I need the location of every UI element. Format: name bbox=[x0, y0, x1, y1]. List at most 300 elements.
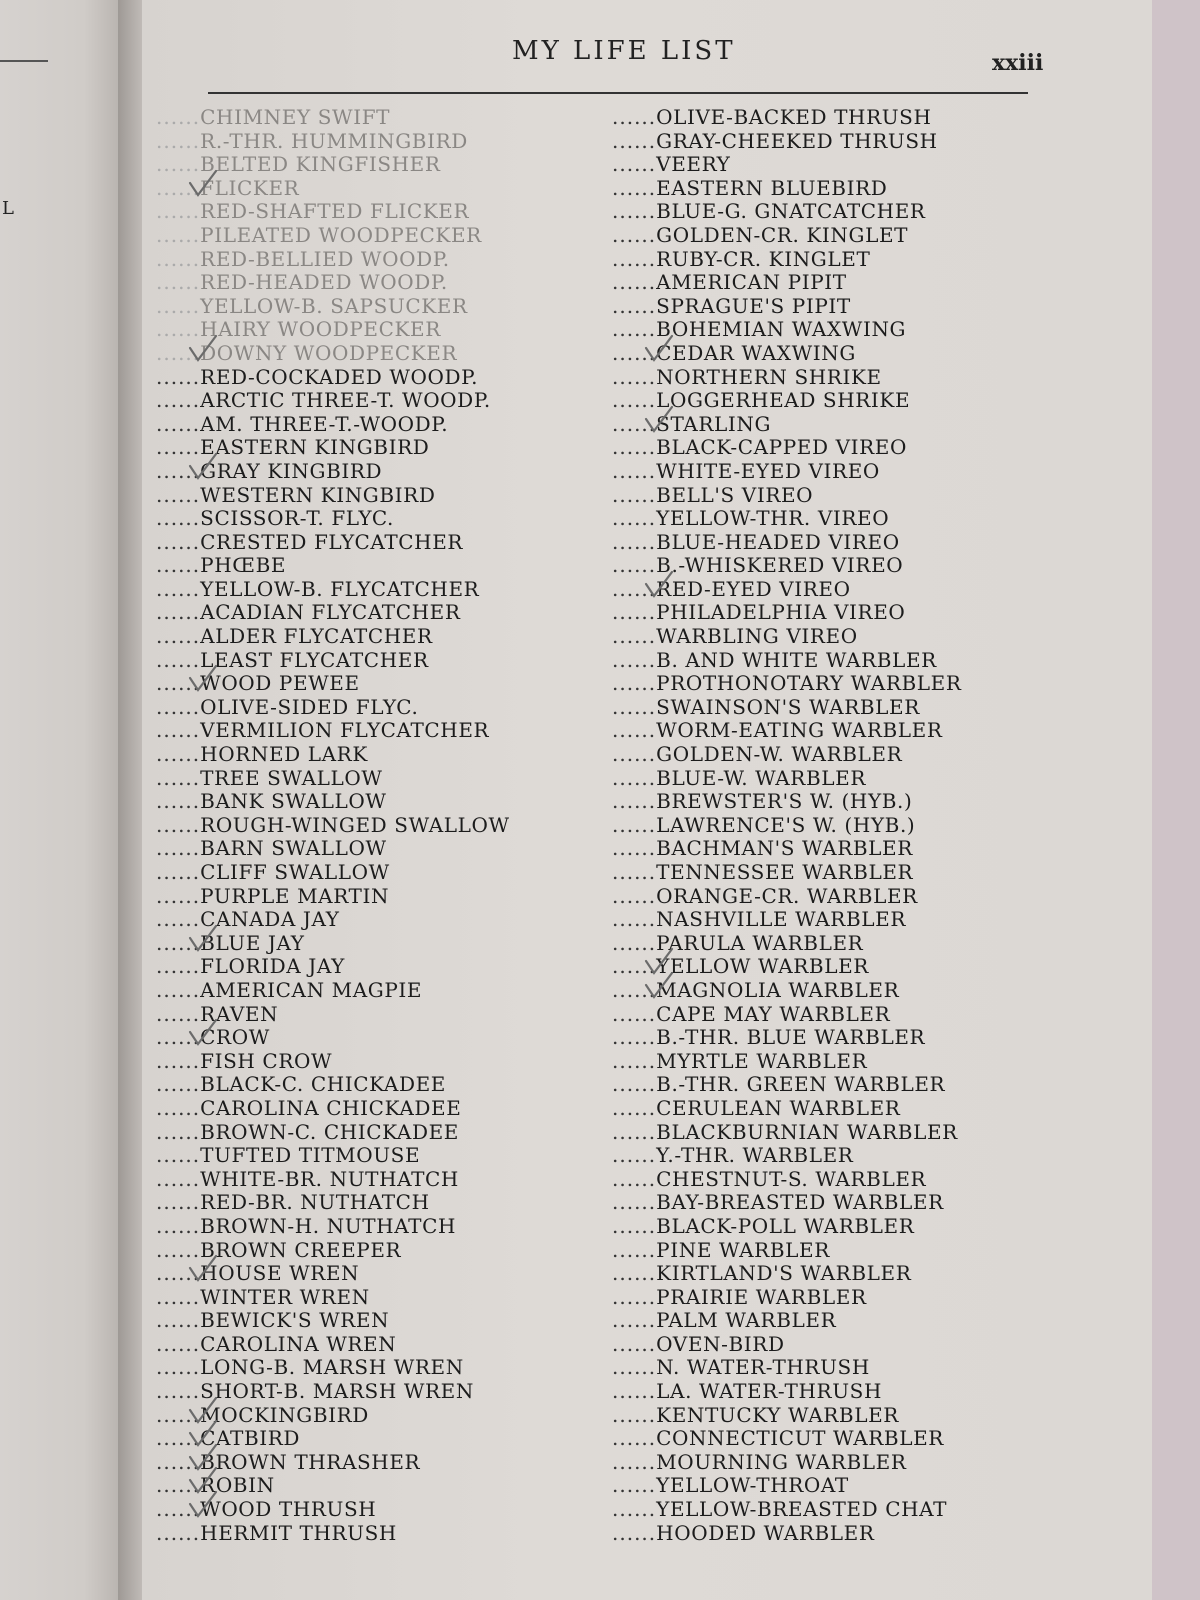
bird-name: BLUE-W. WARBLER bbox=[656, 765, 867, 790]
bird-list-item bbox=[612, 318, 1052, 342]
bird-list-item bbox=[612, 649, 1052, 673]
leader-dots: ...... bbox=[612, 364, 657, 389]
bird-list-item bbox=[612, 342, 1052, 366]
bird-list-item bbox=[612, 1333, 1052, 1357]
pencil-check-mark-icon bbox=[186, 334, 220, 366]
bird-list-item bbox=[612, 460, 1052, 484]
bird-name: CEDAR WAXWING bbox=[656, 340, 856, 365]
bird-list-item bbox=[612, 130, 1052, 154]
leader-dots: ...... bbox=[612, 293, 657, 318]
bird-list-item bbox=[612, 531, 1052, 555]
pencil-check-mark-icon bbox=[186, 1018, 220, 1050]
bird-list-item bbox=[612, 1262, 1052, 1286]
bird-name: CROW bbox=[200, 1025, 270, 1050]
bird-name: BARN SWALLOW bbox=[200, 836, 387, 861]
facing-page-rule bbox=[0, 60, 48, 62]
facing-page-fragment: L bbox=[2, 198, 14, 219]
bird-list-item bbox=[612, 436, 1052, 460]
bird-list-item bbox=[156, 1215, 596, 1239]
bird-name: TREE SWALLOW bbox=[200, 765, 383, 790]
bird-name: RED-BELLIED WOODP. bbox=[200, 246, 450, 271]
leader-dots: ...... bbox=[612, 1426, 657, 1451]
bird-list-item bbox=[156, 1144, 596, 1168]
bird-list-item bbox=[612, 625, 1052, 649]
bird-name: BACHMAN'S WARBLER bbox=[656, 836, 913, 861]
leader-dots: ...... bbox=[156, 506, 201, 531]
bird-list-item bbox=[156, 601, 596, 625]
pencil-check-mark-icon bbox=[642, 570, 676, 602]
leader-dots: ...... bbox=[612, 671, 657, 696]
bird-list-item bbox=[156, 484, 596, 508]
leader-dots: ...... bbox=[156, 128, 201, 153]
bird-name: WARBLING VIREO bbox=[656, 624, 858, 649]
bird-name: YELLOW-B. FLYCATCHER bbox=[200, 576, 480, 601]
bird-list-item bbox=[612, 790, 1052, 814]
bird-name: WORM-EATING WARBLER bbox=[656, 718, 943, 743]
bird-name: ROUGH-WINGED SWALLOW bbox=[200, 812, 510, 837]
bird-name: BLUE-HEADED VIREO bbox=[656, 529, 900, 554]
bird-name: FLORIDA JAY bbox=[200, 954, 345, 979]
bird-list-item bbox=[156, 1498, 596, 1522]
bird-name: EASTERN BLUEBIRD bbox=[656, 175, 888, 200]
leader-dots: ...... bbox=[156, 1237, 201, 1262]
bird-name: YELLOW-B. SAPSUCKER bbox=[200, 293, 468, 318]
bird-list-item bbox=[612, 177, 1052, 201]
bird-list-item bbox=[156, 1522, 596, 1546]
leader-dots: ...... bbox=[156, 152, 201, 177]
bird-name: RUBY-CR. KINGLET bbox=[656, 246, 871, 271]
bird-list-item bbox=[156, 1097, 596, 1121]
bird-name: CANADA JAY bbox=[200, 907, 340, 932]
bird-list-item bbox=[612, 767, 1052, 791]
leader-dots: ...... bbox=[612, 1095, 657, 1120]
bird-name: CHIMNEY SWIFT bbox=[200, 105, 391, 129]
bird-name: LAWRENCE'S W. (HYB.) bbox=[656, 812, 916, 837]
leader-dots: ...... bbox=[156, 671, 201, 696]
leader-dots: ...... bbox=[612, 1308, 657, 1333]
bird-list-item bbox=[612, 743, 1052, 767]
bird-name: MAGNOLIA WARBLER bbox=[656, 977, 900, 1002]
bird-name: CAROLINA CHICKADEE bbox=[200, 1095, 462, 1120]
leader-dots: ...... bbox=[156, 600, 201, 625]
leader-dots: ...... bbox=[156, 199, 201, 224]
bird-list-item bbox=[156, 885, 596, 909]
leader-dots: ...... bbox=[156, 1426, 201, 1451]
bird-name: BELL'S VIREO bbox=[656, 482, 814, 507]
bird-name: HOUSE WREN bbox=[200, 1261, 360, 1286]
leader-dots: ...... bbox=[156, 482, 201, 507]
bird-name: RAVEN bbox=[200, 1001, 279, 1026]
leader-dots: ...... bbox=[156, 105, 201, 129]
leader-dots: ...... bbox=[156, 411, 201, 436]
pencil-check-mark-icon bbox=[186, 1490, 220, 1522]
leader-dots: ...... bbox=[156, 1473, 201, 1498]
bird-name: RED-COCKADED WOODP. bbox=[200, 364, 479, 389]
leader-dots: ...... bbox=[156, 364, 201, 389]
leader-dots: ...... bbox=[612, 883, 657, 908]
bird-name: OLIVE-BACKED THRUSH bbox=[656, 105, 932, 129]
leader-dots: ...... bbox=[156, 1261, 201, 1286]
leader-dots: ...... bbox=[612, 600, 657, 625]
bird-name: OVEN-BIRD bbox=[656, 1331, 785, 1356]
bird-name: HORNED LARK bbox=[200, 742, 368, 767]
bird-name: TENNESSEE WARBLER bbox=[656, 860, 914, 884]
leader-dots: ...... bbox=[156, 1166, 201, 1191]
bird-name: SPRAGUE'S PIPIT bbox=[656, 293, 851, 318]
pencil-check-mark-icon bbox=[186, 452, 220, 484]
bird-list-item bbox=[612, 1451, 1052, 1475]
bird-name: SHORT-B. MARSH WREN bbox=[200, 1379, 474, 1404]
bird-list-right-column bbox=[612, 106, 1052, 1545]
leader-dots: ...... bbox=[612, 458, 657, 483]
bird-list-item bbox=[612, 507, 1052, 531]
bird-list-item bbox=[156, 743, 596, 767]
bird-name: MOCKINGBIRD bbox=[200, 1402, 369, 1427]
bird-name: BLACK-C. CHICKADEE bbox=[200, 1072, 446, 1097]
bird-name: BANK SWALLOW bbox=[200, 789, 387, 814]
bird-name: BROWN THRASHER bbox=[200, 1449, 421, 1474]
bird-name: KENTUCKY WARBLER bbox=[656, 1402, 899, 1427]
page-title: MY LIFE LIST bbox=[512, 36, 736, 66]
bird-list-item bbox=[156, 1026, 596, 1050]
bird-list-item bbox=[612, 1050, 1052, 1074]
leader-dots: ...... bbox=[156, 175, 201, 200]
leader-dots: ...... bbox=[156, 1520, 201, 1545]
bird-list-item bbox=[612, 1498, 1052, 1522]
leader-dots: ...... bbox=[156, 1449, 201, 1474]
leader-dots: ...... bbox=[156, 1284, 201, 1309]
bird-name: PINE WARBLER bbox=[656, 1237, 830, 1262]
leader-dots: ...... bbox=[612, 222, 657, 247]
leader-dots: ...... bbox=[612, 907, 657, 932]
bird-name: PARULA WARBLER bbox=[656, 930, 864, 955]
bird-list-item bbox=[156, 224, 596, 248]
leader-dots: ...... bbox=[156, 647, 201, 672]
bird-name: ORANGE-CR. WARBLER bbox=[656, 883, 918, 908]
leader-dots: ...... bbox=[612, 1261, 657, 1286]
leader-dots: ...... bbox=[612, 1166, 657, 1191]
leader-dots: ...... bbox=[156, 1143, 201, 1168]
leader-dots: ...... bbox=[156, 1048, 201, 1073]
bird-name: CATBIRD bbox=[200, 1426, 301, 1451]
leader-dots: ...... bbox=[156, 907, 201, 932]
bird-name: BREWSTER'S W. (HYB.) bbox=[656, 789, 913, 814]
bird-list-item bbox=[612, 578, 1052, 602]
bird-name: BAY-BREASTED WARBLER bbox=[656, 1190, 944, 1215]
bird-list-item bbox=[156, 1073, 596, 1097]
bird-list-item bbox=[156, 1168, 596, 1192]
bird-name: HERMIT THRUSH bbox=[200, 1520, 397, 1545]
leader-dots: ...... bbox=[156, 742, 201, 767]
bird-name: WHITE-EYED VIREO bbox=[656, 458, 880, 483]
bird-list-item bbox=[156, 389, 596, 413]
bird-name: CLIFF SWALLOW bbox=[200, 860, 390, 884]
bird-list-item bbox=[612, 601, 1052, 625]
bird-list-item bbox=[612, 979, 1052, 1003]
bird-list-item bbox=[612, 389, 1052, 413]
bird-list-item bbox=[156, 1191, 596, 1215]
leader-dots: ...... bbox=[612, 1025, 657, 1050]
bird-name: STARLING bbox=[656, 411, 772, 436]
header-rule bbox=[208, 92, 1028, 94]
bird-name: NASHVILLE WARBLER bbox=[656, 907, 907, 932]
bird-list-item bbox=[156, 1404, 596, 1428]
bird-name: EASTERN KINGBIRD bbox=[200, 435, 430, 460]
bird-name: LEAST FLYCATCHER bbox=[200, 647, 429, 672]
bird-name: OLIVE-SIDED FLYC. bbox=[200, 694, 419, 719]
bird-list-item bbox=[612, 719, 1052, 743]
leader-dots: ...... bbox=[156, 836, 201, 861]
bird-name: WOOD PEWEE bbox=[200, 671, 360, 696]
bird-name: RED-EYED VIREO bbox=[656, 576, 851, 601]
bird-list-item bbox=[156, 507, 596, 531]
leader-dots: ...... bbox=[612, 624, 657, 649]
leader-dots: ...... bbox=[612, 482, 657, 507]
bird-name: GOLDEN-W. WARBLER bbox=[656, 742, 903, 767]
bird-list-item bbox=[612, 955, 1052, 979]
leader-dots: ...... bbox=[612, 954, 657, 979]
leader-dots: ...... bbox=[156, 576, 201, 601]
bird-list-item bbox=[156, 1050, 596, 1074]
bird-list-item bbox=[156, 130, 596, 154]
bird-list-item bbox=[612, 908, 1052, 932]
leader-dots: ...... bbox=[156, 1119, 201, 1144]
bird-list-item bbox=[612, 1474, 1052, 1498]
bird-name: AMERICAN MAGPIE bbox=[200, 977, 423, 1002]
leader-dots: ...... bbox=[612, 199, 657, 224]
leader-dots: ...... bbox=[612, 1473, 657, 1498]
bird-list-item bbox=[156, 1309, 596, 1333]
bird-list-item bbox=[612, 696, 1052, 720]
bird-name: Y.-THR. WARBLER bbox=[656, 1143, 854, 1168]
leader-dots: ...... bbox=[156, 317, 201, 342]
book-page bbox=[142, 0, 1152, 1600]
leader-dots: ...... bbox=[156, 270, 201, 295]
leader-dots: ...... bbox=[612, 152, 657, 177]
leader-dots: ...... bbox=[156, 860, 201, 884]
bird-list-item bbox=[156, 1474, 596, 1498]
leader-dots: ...... bbox=[612, 553, 657, 578]
bird-name: HOODED WARBLER bbox=[656, 1520, 875, 1545]
bird-list-item bbox=[612, 814, 1052, 838]
bird-list-item bbox=[156, 295, 596, 319]
leader-dots: ...... bbox=[612, 1355, 657, 1380]
bird-list-item bbox=[156, 837, 596, 861]
pencil-check-mark-icon bbox=[186, 664, 220, 696]
bird-name: SWAINSON'S WARBLER bbox=[656, 694, 920, 719]
bird-list-item bbox=[156, 248, 596, 272]
bird-name: ROBIN bbox=[200, 1473, 275, 1498]
leader-dots: ...... bbox=[156, 1213, 201, 1238]
leader-dots: ...... bbox=[156, 246, 201, 271]
leader-dots: ...... bbox=[612, 1331, 657, 1356]
leader-dots: ...... bbox=[156, 1190, 201, 1215]
leader-dots: ...... bbox=[612, 812, 657, 837]
bird-list-item bbox=[612, 1239, 1052, 1263]
bird-name: R.-THR. HUMMINGBIRD bbox=[200, 128, 468, 153]
bird-list-item bbox=[612, 224, 1052, 248]
leader-dots: ...... bbox=[612, 1143, 657, 1168]
bird-name: FLICKER bbox=[200, 175, 300, 200]
bird-list-item bbox=[156, 106, 596, 130]
bird-list-item bbox=[156, 436, 596, 460]
bird-list-item bbox=[156, 719, 596, 743]
leader-dots: ...... bbox=[156, 883, 201, 908]
bird-name: PURPLE MARTIN bbox=[200, 883, 390, 908]
bird-name: WINTER WREN bbox=[200, 1284, 370, 1309]
bird-list-item bbox=[612, 932, 1052, 956]
leader-dots: ...... bbox=[612, 340, 657, 365]
bird-list-item bbox=[612, 1427, 1052, 1451]
bird-name: GRAY KINGBIRD bbox=[200, 458, 383, 483]
bird-name: N. WATER-THRUSH bbox=[656, 1355, 870, 1380]
bird-list-item bbox=[612, 1356, 1052, 1380]
bird-name: VERMILION FLYCATCHER bbox=[200, 718, 490, 743]
bird-name: BLUE-G. GNATCATCHER bbox=[656, 199, 926, 224]
bird-name: FISH CROW bbox=[200, 1048, 333, 1073]
leader-dots: ...... bbox=[156, 1402, 201, 1427]
bird-name: CRESTED FLYCATCHER bbox=[200, 529, 464, 554]
leader-dots: ...... bbox=[156, 954, 201, 979]
bird-list-left-column bbox=[156, 106, 596, 1545]
bird-name: PHŒBE bbox=[200, 553, 287, 578]
leader-dots: ...... bbox=[612, 435, 657, 460]
bird-list-item bbox=[156, 649, 596, 673]
bird-name: LONG-B. MARSH WREN bbox=[200, 1355, 464, 1380]
bird-name: B.-WHISKERED VIREO bbox=[656, 553, 904, 578]
leader-dots: ...... bbox=[612, 742, 657, 767]
pencil-check-mark-icon bbox=[642, 971, 676, 1003]
bird-name: YELLOW-THROAT bbox=[656, 1473, 849, 1498]
leader-dots: ...... bbox=[612, 789, 657, 814]
bird-name: VEERY bbox=[656, 152, 731, 177]
bird-list-item bbox=[156, 271, 596, 295]
bird-list-item bbox=[156, 979, 596, 1003]
leader-dots: ...... bbox=[156, 1497, 201, 1522]
bird-name: NORTHERN SHRIKE bbox=[656, 364, 882, 389]
bird-name: BLACK-POLL WARBLER bbox=[656, 1213, 915, 1238]
leader-dots: ...... bbox=[156, 388, 201, 413]
leader-dots: ...... bbox=[612, 1237, 657, 1262]
leader-dots: ...... bbox=[156, 812, 201, 837]
pencil-check-mark-icon bbox=[186, 1254, 220, 1286]
leader-dots: ...... bbox=[156, 340, 201, 365]
bird-name: GOLDEN-CR. KINGLET bbox=[656, 222, 909, 247]
bird-list-item bbox=[156, 1003, 596, 1027]
bird-list-item bbox=[612, 295, 1052, 319]
leader-dots: ...... bbox=[156, 1331, 201, 1356]
page-number: xxiii bbox=[992, 50, 1044, 76]
bird-name: LOGGERHEAD SHRIKE bbox=[656, 388, 911, 413]
bird-name: CAROLINA WREN bbox=[200, 1331, 397, 1356]
leader-dots: ...... bbox=[612, 1379, 657, 1404]
bird-list-item bbox=[612, 1003, 1052, 1027]
bird-list-item bbox=[612, 861, 1052, 885]
leader-dots: ...... bbox=[156, 1095, 201, 1120]
leader-dots: ...... bbox=[156, 1025, 201, 1050]
bird-list-item bbox=[156, 1262, 596, 1286]
bird-name: BROWN-H. NUTHATCH bbox=[200, 1213, 457, 1238]
bird-list-item bbox=[156, 531, 596, 555]
bird-list-item bbox=[156, 318, 596, 342]
bird-list-item bbox=[156, 554, 596, 578]
leader-dots: ...... bbox=[612, 576, 657, 601]
bird-list-item bbox=[156, 1356, 596, 1380]
bird-name: BELTED KINGFISHER bbox=[200, 152, 441, 177]
bird-name: ARCTIC THREE-T. WOODP. bbox=[200, 388, 491, 413]
bird-name: ALDER FLYCATCHER bbox=[200, 624, 433, 649]
bird-name: CONNECTICUT WARBLER bbox=[656, 1426, 944, 1451]
leader-dots: ...... bbox=[156, 1001, 201, 1026]
leader-dots: ...... bbox=[156, 1355, 201, 1380]
bird-name: BROWN CREEPER bbox=[200, 1237, 402, 1262]
bird-name: YELLOW-THR. VIREO bbox=[656, 506, 890, 531]
pencil-check-mark-icon bbox=[186, 169, 220, 201]
leader-dots: ...... bbox=[612, 836, 657, 861]
bird-name: YELLOW-BREASTED CHAT bbox=[656, 1497, 948, 1522]
leader-dots: ...... bbox=[156, 1072, 201, 1097]
bird-name: SCISSOR-T. FLYC. bbox=[200, 506, 395, 531]
bird-name: PRAIRIE WARBLER bbox=[656, 1284, 867, 1309]
bird-name: BLACKBURNIAN WARBLER bbox=[656, 1119, 958, 1144]
leader-dots: ...... bbox=[156, 789, 201, 814]
bird-list-item bbox=[612, 1522, 1052, 1546]
leader-dots: ...... bbox=[612, 411, 657, 436]
bird-name: RED-BR. NUTHATCH bbox=[200, 1190, 430, 1215]
leader-dots: ...... bbox=[156, 222, 201, 247]
leader-dots: ...... bbox=[612, 765, 657, 790]
bird-name: PALM WARBLER bbox=[656, 1308, 837, 1333]
bird-list-item bbox=[612, 554, 1052, 578]
bird-name: DOWNY WOODPECKER bbox=[200, 340, 458, 365]
leader-dots: ...... bbox=[612, 718, 657, 743]
bird-name: PHILADELPHIA VIREO bbox=[656, 600, 906, 625]
bird-list-item bbox=[156, 1121, 596, 1145]
pencil-check-mark-icon bbox=[642, 334, 676, 366]
bird-list-item bbox=[156, 460, 596, 484]
bird-list-item bbox=[612, 271, 1052, 295]
bird-list-item bbox=[612, 1191, 1052, 1215]
bird-name: BLACK-CAPPED VIREO bbox=[656, 435, 907, 460]
leader-dots: ...... bbox=[612, 1213, 657, 1238]
bird-name: BEWICK'S WREN bbox=[200, 1308, 390, 1333]
pencil-check-mark-icon bbox=[186, 924, 220, 956]
bird-list-item bbox=[156, 814, 596, 838]
bird-name: MOURNING WARBLER bbox=[656, 1449, 907, 1474]
leader-dots: ...... bbox=[612, 694, 657, 719]
bird-list-item bbox=[156, 1380, 596, 1404]
leader-dots: ...... bbox=[612, 175, 657, 200]
leader-dots: ...... bbox=[156, 694, 201, 719]
bird-name: WHITE-BR. NUTHATCH bbox=[200, 1166, 459, 1191]
leader-dots: ...... bbox=[612, 270, 657, 295]
leader-dots: ...... bbox=[612, 246, 657, 271]
leader-dots: ...... bbox=[156, 1308, 201, 1333]
bird-list-item bbox=[612, 1215, 1052, 1239]
bird-name: CAPE MAY WARBLER bbox=[656, 1001, 891, 1026]
leader-dots: ...... bbox=[156, 765, 201, 790]
bird-list-item bbox=[156, 1333, 596, 1357]
bird-list-item bbox=[156, 1286, 596, 1310]
bird-list-item bbox=[156, 1451, 596, 1475]
bird-name: PROTHONOTARY WARBLER bbox=[656, 671, 962, 696]
bird-list-item bbox=[612, 1309, 1052, 1333]
bird-list-item bbox=[612, 1121, 1052, 1145]
bird-name: B. AND WHITE WARBLER bbox=[656, 647, 937, 672]
bird-name: B.-THR. GREEN WARBLER bbox=[656, 1072, 946, 1097]
bird-name: AM. THREE-T.-WOODP. bbox=[200, 411, 449, 436]
bird-name: WOOD THRUSH bbox=[200, 1497, 377, 1522]
